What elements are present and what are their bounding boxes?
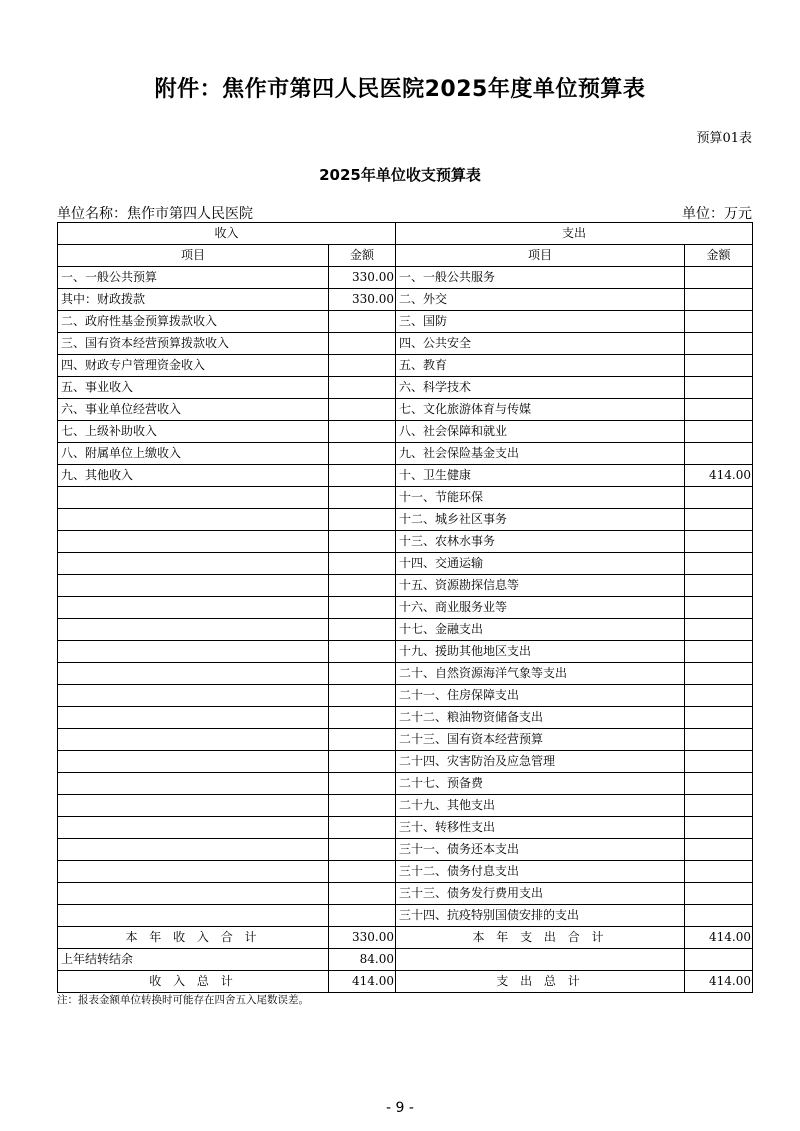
expense-item-cell: 十三、农林水事务 [396,531,685,553]
table-row [58,597,753,619]
expense-amount-cell [685,311,753,333]
income-amount-cell: 84.00 [329,949,396,971]
expense-item-cell: 六、科学技术 [396,377,685,399]
table-row [58,421,753,443]
expense-item-cell: 三十四、抗疫特别国债安排的支出 [396,905,685,927]
form-number: 预算01表 [696,131,752,146]
table-row [58,751,753,773]
income-item-cell [58,619,329,641]
income-amount-cell [329,487,396,509]
income-item-cell [58,751,329,773]
table-row [58,971,753,993]
income-amount-cell [329,883,396,905]
income-amount-cell [329,751,396,773]
unit-name-label: 单位名称：焦作市第四人民医院 [57,206,253,222]
table-row [58,531,753,553]
expense-item-cell: 十七、金融支出 [396,619,685,641]
expense-amount-cell [685,619,753,641]
column-header-row [58,245,753,267]
expense-amount-cell [685,289,753,311]
income-amount-cell: 330.00 [329,289,396,311]
expense-item-cell: 三十一、债务还本支出 [396,839,685,861]
expense-item-cell: 一、一般公共服务 [396,267,685,289]
income-amount-cell: 414.00 [329,971,396,993]
income-item-cell [58,817,329,839]
income-amount-cell [329,509,396,531]
expense-item-cell: 二十一、住房保障支出 [396,685,685,707]
income-item-cell [58,663,329,685]
income-item-cell: 二、政府性基金预算拨款收入 [58,311,329,333]
expense-amount-cell [685,355,753,377]
income-amount-cell [329,553,396,575]
table-row [58,729,753,751]
expense-item-cell: 十四、交通运输 [396,553,685,575]
footnote: 注：报表金额单位转换时可能存在四舍五入尾数误差。 [57,994,309,1006]
table-row [58,553,753,575]
expense-item-cell: 二十二、粮油物资储备支出 [396,707,685,729]
expense-amount-cell [685,377,753,399]
expense-amount-cell [685,663,753,685]
income-item-cell [58,553,329,575]
expense-item-cell: 七、文化旅游体育与传媒 [396,399,685,421]
income-item-cell: 七、上级补助收入 [58,421,329,443]
table-title: 2025年单位收支预算表 [319,166,481,184]
income-item-cell [58,707,329,729]
income-amount-cell [329,707,396,729]
expense-amount-cell [685,751,753,773]
expense-item-cell: 支 出 总 计 [396,971,685,993]
expense-amount-cell [685,817,753,839]
income-amount-cell [329,905,396,927]
expense-item-column-header: 项目 [396,245,685,267]
income-amount-cell: 330.00 [329,927,396,949]
expense-amount-cell [685,883,753,905]
income-amount-cell [329,817,396,839]
budget-table [57,222,753,993]
income-amount-cell [329,531,396,553]
expense-item-cell: 十五、资源勘探信息等 [396,575,685,597]
income-item-cell: 五、事业收入 [58,377,329,399]
page-number: - 9 - [386,1100,414,1116]
expense-amount-cell [685,707,753,729]
income-item-cell: 上年结转结余 [58,949,329,971]
income-amount-cell [329,377,396,399]
budget-table-body [58,267,753,993]
expense-item-cell: 十一、节能环保 [396,487,685,509]
income-amount-cell [329,355,396,377]
income-amount-cell [329,619,396,641]
income-item-cell [58,597,329,619]
expense-amount-cell [685,509,753,531]
income-item-cell [58,575,329,597]
expense-item-cell: 二十四、灾害防治及应急管理 [396,751,685,773]
expense-amount-cell [685,795,753,817]
table-row [58,443,753,465]
expense-amount-cell [685,575,753,597]
income-amount-cell [329,729,396,751]
expense-amount-cell [685,949,753,971]
page-title: 附件：焦作市第四人民医院2025年度单位预算表 [154,77,646,102]
table-row [58,509,753,531]
income-item-cell [58,795,329,817]
amount-unit-label: 单位：万元 [682,206,752,222]
table-row [58,817,753,839]
expense-amount-cell [685,773,753,795]
income-amount-cell [329,399,396,421]
income-amount-cell: 330.00 [329,267,396,289]
income-item-cell [58,641,329,663]
income-item-cell: 三、国有资本经营预算拨款收入 [58,333,329,355]
income-amount-cell [329,641,396,663]
expense-item-cell: 二十三、国有资本经营预算 [396,729,685,751]
income-item-cell: 四、财政专户管理资金收入 [58,355,329,377]
income-item-cell: 其中：财政拨款 [58,289,329,311]
expense-amount-cell [685,685,753,707]
income-item-cell: 八、附属单位上缴收入 [58,443,329,465]
expense-amount-cell [685,267,753,289]
table-row [58,487,753,509]
income-item-cell [58,883,329,905]
expense-item-cell: 十九、援助其他地区支出 [396,641,685,663]
expense-item-cell: 三、国防 [396,311,685,333]
table-row [58,905,753,927]
income-amount-cell [329,575,396,597]
income-amount-column-header: 金额 [329,245,396,267]
table-row [58,289,753,311]
expense-amount-cell [685,487,753,509]
table-row [58,465,753,487]
expense-amount-cell [685,597,753,619]
expense-amount-cell [685,553,753,575]
expense-item-cell: 二十九、其他支出 [396,795,685,817]
table-row [58,707,753,729]
expense-item-cell: 十、卫生健康 [396,465,685,487]
expense-item-cell: 九、社会保险基金支出 [396,443,685,465]
table-row [58,795,753,817]
income-item-cell [58,839,329,861]
expense-item-cell: 二十七、预备费 [396,773,685,795]
expense-item-cell: 三十二、债务付息支出 [396,861,685,883]
income-item-cell [58,861,329,883]
table-row [58,949,753,971]
income-amount-cell [329,311,396,333]
table-row [58,267,753,289]
expense-item-cell: 十六、商业服务业等 [396,597,685,619]
income-amount-cell [329,333,396,355]
table-row [58,399,753,421]
income-item-cell: 九、其他收入 [58,465,329,487]
income-amount-cell [329,421,396,443]
income-amount-cell [329,443,396,465]
income-amount-cell [329,685,396,707]
table-row [58,685,753,707]
table-row [58,927,753,949]
table-row [58,311,753,333]
expense-amount-cell: 414.00 [685,927,753,949]
expense-item-cell: 四、公共安全 [396,333,685,355]
table-row [58,839,753,861]
table-row [58,619,753,641]
expense-item-cell: 本 年 支 出 合 计 [396,927,685,949]
expense-item-cell: 三十、转移性支出 [396,817,685,839]
table-row [58,861,753,883]
income-item-cell [58,905,329,927]
income-item-cell: 六、事业单位经营收入 [58,399,329,421]
income-item-cell: 一、一般公共预算 [58,267,329,289]
expense-amount-cell [685,443,753,465]
table-row [58,355,753,377]
expense-amount-cell [685,421,753,443]
income-item-column-header: 项目 [58,245,329,267]
expense-amount-cell [685,729,753,751]
section-header-row [58,223,753,245]
income-item-cell: 本 年 收 入 合 计 [58,927,329,949]
expense-item-cell: 二十、自然资源海洋气象等支出 [396,663,685,685]
expense-item-cell: 五、教育 [396,355,685,377]
expense-item-cell: 二、外交 [396,289,685,311]
table-row [58,575,753,597]
expense-item-cell: 十二、城乡社区事务 [396,509,685,531]
table-row [58,377,753,399]
expense-item-cell: 八、社会保障和就业 [396,421,685,443]
expense-amount-cell [685,531,753,553]
income-section-header: 收入 [58,223,396,245]
income-amount-cell [329,465,396,487]
expense-section-header: 支出 [396,223,753,245]
expense-amount-cell [685,905,753,927]
table-row [58,773,753,795]
table-row [58,333,753,355]
income-item-cell [58,487,329,509]
expense-item-cell [396,949,685,971]
expense-amount-cell [685,641,753,663]
income-item-cell [58,685,329,707]
income-amount-cell [329,597,396,619]
income-amount-cell [329,861,396,883]
income-amount-cell [329,795,396,817]
income-amount-cell [329,839,396,861]
table-row [58,641,753,663]
expense-amount-cell [685,861,753,883]
income-item-cell [58,729,329,751]
expense-amount-cell: 414.00 [685,465,753,487]
table-row [58,663,753,685]
income-amount-cell [329,663,396,685]
income-item-cell: 收 入 总 计 [58,971,329,993]
income-item-cell [58,773,329,795]
income-amount-cell [329,773,396,795]
expense-amount-cell: 414.00 [685,971,753,993]
table-row [58,883,753,905]
expense-item-cell: 三十三、债务发行费用支出 [396,883,685,905]
expense-amount-column-header: 金额 [685,245,753,267]
expense-amount-cell [685,839,753,861]
income-item-cell [58,531,329,553]
income-item-cell [58,509,329,531]
expense-amount-cell [685,399,753,421]
expense-amount-cell [685,333,753,355]
